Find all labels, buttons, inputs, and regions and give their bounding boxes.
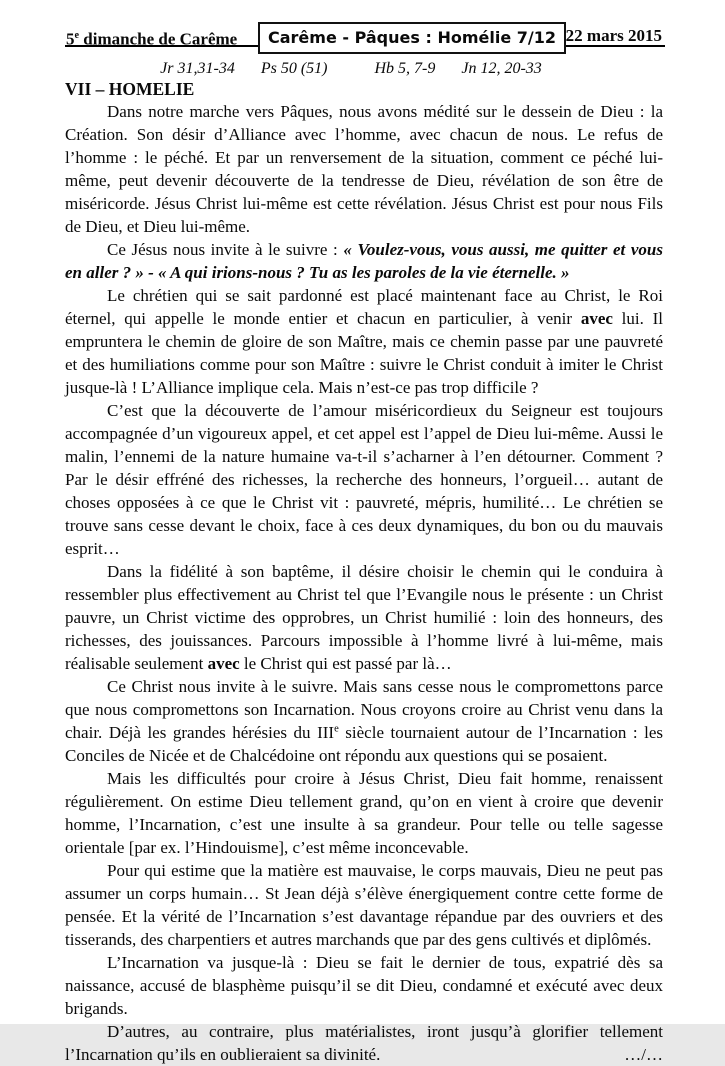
section-title: VII – HOMELIE bbox=[65, 79, 195, 99]
reading-item: Jn 12, 20-33 bbox=[461, 60, 542, 77]
paragraph bbox=[65, 859, 663, 951]
header-box-title: Carême - Pâques : Homélie 7/12 bbox=[258, 22, 566, 54]
reading-item: Hb 5, 7-9 bbox=[374, 60, 436, 77]
text-run: Ce Christ nous invite à le suivre. Mais sans cesse nous le compromettons parce que nous compromettons son Incarnation. Nous croyons croire au Christ venu dans la chair. Déjà les grandes hérésies du III bbox=[65, 677, 663, 742]
header-date: 22 mars 2015 bbox=[565, 26, 662, 45]
text-run: D’autres, au contraire, plus matérialistes, iront jusqu’à glorifier tellement l’Incarnation qu’ils en oublieraient sa divinité. bbox=[65, 1022, 663, 1064]
text-run: Pour qui estime que la matière est mauvaise, le corps mauvais, Dieu ne peut pas assumer un corps humain… St Jean déjà s’élève énergiquement contre cette forme de pensée. Et la vérité de l’Incarnation s’est davantage répandue par des ouvriers et des tisserands, des charpentiers et autres marchands que par des gens cultivés et diplômés. bbox=[65, 861, 663, 949]
continuation-mark: …/… bbox=[624, 1045, 663, 1064]
readings-line bbox=[65, 59, 637, 79]
header-left-title bbox=[66, 26, 237, 49]
text-run: Dans notre marche vers Pâques, nous avons médité sur le dessein de Dieu : la Création. Son désir d’Alliance avec l’homme, avec chacun de nous. Le refus de l’homme : le péché. Et par un renversement de la situation, comment ce péché lui-même, peut devenir découverte de la tendresse de Dieu, révélation de son être de miséricorde. Jésus Christ lui-même est cette révélation. Jésus Christ est pour nous Fils de Dieu, et Dieu lui-même. bbox=[65, 102, 663, 236]
paragraph bbox=[65, 399, 663, 560]
text-run: Le chrétien qui se sait pardonné est placé maintenant face au Christ, le Roi éternel, qui appelle le monde entier et chacun en particulier, à venir bbox=[65, 286, 663, 328]
text-run: e bbox=[334, 723, 339, 735]
paragraph bbox=[65, 675, 663, 767]
homily-body bbox=[65, 100, 663, 1066]
header-left-rest: dimanche de Carême bbox=[79, 29, 238, 49]
text-run: le Christ qui est passé par là… bbox=[239, 654, 452, 673]
text-run: Dans la fidélité à son baptême, il désire choisir le chemin qui le conduira à ressembler plus effectivement au Christ tel que l’Evangile nous le présente : un Christ pauvre, un Christ victime des opprobres, un Christ humilié : loin des honneurs, des richesses, des jouissances. Parcours impossible à l’homme livré à lui-même, mais réalisable seulement bbox=[65, 562, 663, 673]
header-left-prefix: 5 bbox=[66, 29, 75, 49]
paragraph bbox=[65, 767, 663, 859]
text-run: lui. Il empruntera le chemin de gloire de son Maître, mais ce chemin passe par une pauvreté et des humiliations comme pour son Maître : suivre le Christ conduit à imiter le Christ jusque-là ! L’Alliance implique cela. Mais n’est-ce pas trop difficile ? bbox=[65, 309, 663, 397]
text-run: « Voulez-vous, vous aussi, me quitter et vous en aller ? » - « A qui irions-nous ? Tu as les paroles de la vie éternelle. » bbox=[65, 240, 663, 282]
text-run: C’est que la découverte de l’amour miséricordieux du Seigneur est toujours accompagnée d’un vigoureux appel, et cet appel est l’appel de Dieu lui-même. Aussi le malin, l’ennemi de la nature humaine va-t-il s’acharner à l’en détourner. Comment ? Par le désir effréné des richesses, la recherche des honneurs, l’orgueil… autant de choses opposées à ce que le Christ vit : pauvreté, mépris, humilité… Le chrétien se trouve sans cesse devant le choix, face à ces deux dynamiques, du bon ou du mauvais esprit… bbox=[65, 401, 663, 558]
paragraph bbox=[65, 284, 663, 399]
paragraph bbox=[65, 951, 663, 1020]
header-left-superscript: e bbox=[74, 30, 80, 41]
text-run: siècle tournaient autour de l’Incarnation : les Conciles de Nicée et de Chalcédoine ont répondu aux questions qui se posaient. bbox=[65, 723, 663, 765]
text-run: avec bbox=[207, 654, 240, 673]
text-run: avec bbox=[580, 309, 613, 328]
reading-item: Jr 31,31-34 bbox=[160, 60, 235, 77]
reading-item: Ps 50 (51) bbox=[260, 60, 328, 77]
text-run: L’Incarnation va jusque-là : Dieu se fait le dernier de tous, expatrié dès sa naissance, accusé de blasphème puisqu’il se dit Dieu, condamné et exécuté avec deux brigands. bbox=[65, 953, 663, 1018]
paragraph bbox=[65, 238, 663, 284]
text-run: Ce Jésus nous invite à le suivre : bbox=[107, 240, 344, 259]
text-run: Mais les difficultés pour croire à Jésus Christ, Dieu fait homme, renaissent régulièrement. On estime Dieu tellement grand, qu’on en vient à croire que devenir homme, l’Incarnation, c’est une insulte à sa grandeur. Pour telle ou telle sagesse orientale [par ex. l’Hindouisme], c’est même inconcevable. bbox=[65, 769, 663, 857]
paragraph bbox=[65, 100, 663, 238]
paragraph bbox=[65, 560, 663, 675]
